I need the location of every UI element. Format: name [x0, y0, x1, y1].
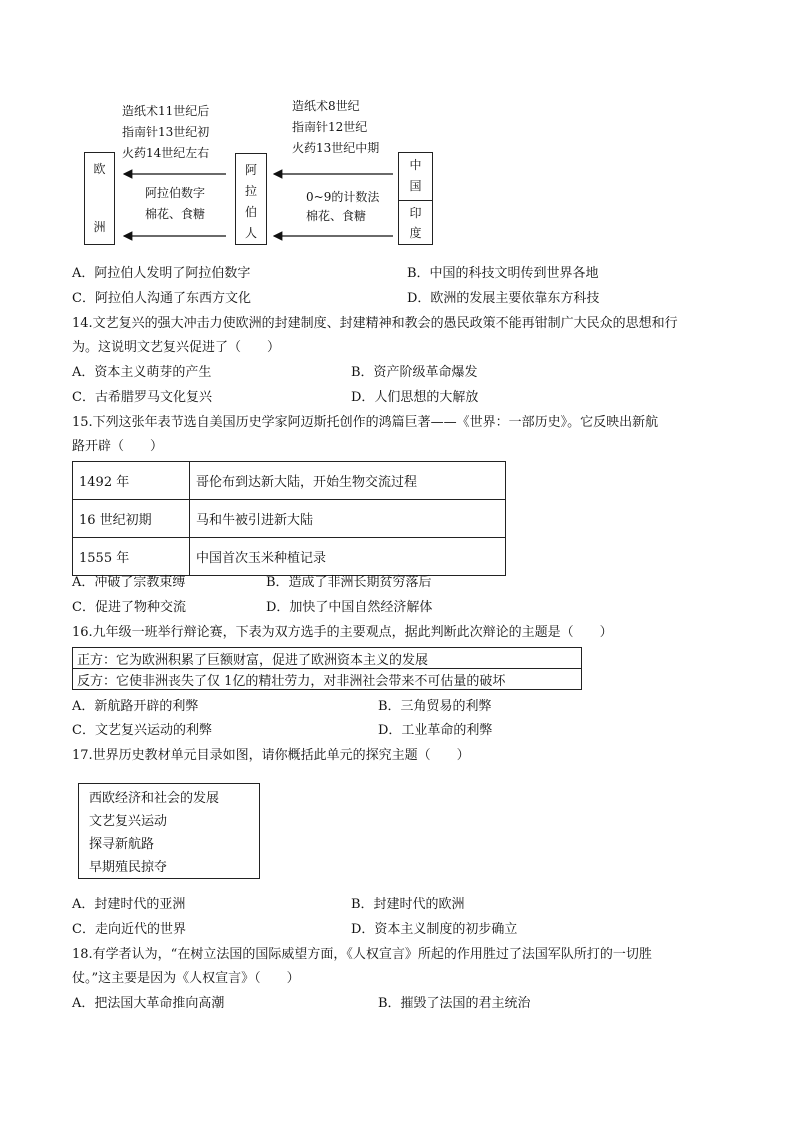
- europe-char-2: 洲: [93, 220, 106, 234]
- arab-char-4: 人: [244, 226, 257, 240]
- table-cell: 马和牛被引进新大陆: [190, 500, 506, 538]
- q16-table: [72, 647, 582, 690]
- left-note-3: 火药14世纪左右: [122, 146, 210, 160]
- q18-option-b: B．摧毁了法国的君主统治: [378, 996, 531, 1011]
- q15-stem-line1: 15.下列这张年表节选自美国历史学家阿迈斯托创作的鸿篇巨著——《世界：一部历史》。它反映出新航: [72, 415, 659, 430]
- table-row: [73, 669, 582, 690]
- q14-option-c: C．古希腊罗马文化复兴: [72, 390, 212, 405]
- arrow-left-label-1: 阿拉伯数字: [145, 186, 206, 200]
- arrows-svg: [0, 0, 794, 260]
- q14-option-a: A．资本主义萌芽的产生: [72, 365, 212, 380]
- q17-option-a: A．封建时代的亚洲: [72, 897, 186, 912]
- table-cell: 1492 年: [73, 462, 190, 500]
- q15-option-b: B．造成了非洲长期贫穷落后: [266, 575, 432, 590]
- table-cell: 中国首次玉米种植记录: [190, 538, 506, 576]
- catalog-item: 文艺复兴运动: [89, 814, 168, 829]
- arab-char-3: 伯: [244, 205, 257, 219]
- q18-stem-line1: 18.有学者认为，“在树立法国的国际威望方面，《人权宣言》所起的作用胜过了法国军队所打的一切胜: [72, 947, 652, 962]
- table-row: [73, 648, 582, 669]
- india-char-1: 印: [409, 206, 422, 220]
- catalog-item: 西欧经济和社会的发展: [89, 791, 220, 806]
- q15-option-c: C．促进了物种交流: [72, 600, 186, 615]
- table-cell: 1555 年: [73, 538, 190, 576]
- arab-char-1: 阿: [244, 163, 257, 177]
- q17-option-d: D．资本主义制度的初步确立: [351, 922, 518, 937]
- q17-stem: 17.世界历史教材单元目录如图，请你概括此单元的探究主题（ ）: [72, 748, 470, 763]
- right-note-2: 指南针12世纪: [292, 120, 368, 134]
- left-note-2: 指南针13世纪初: [122, 125, 210, 139]
- q16-stem: 16.九年级一班举行辩论赛，下表为双方选手的主要观点，据此判断此次辩论的主题是（ ）: [72, 625, 613, 640]
- q14-stem-line1: 14.文艺复兴的强大冲击力使欧洲的封建制度、封建精神和教会的愚民政策不能再钳制广大民众的思想和行: [72, 316, 678, 331]
- left-note-1: 造纸术11世纪后: [122, 104, 210, 118]
- right-note-3: 火药13世纪中期: [292, 141, 380, 155]
- table-row: [73, 538, 506, 576]
- q16-option-c: C．文艺复兴运动的利弊: [72, 723, 212, 738]
- arrow-left-label-2: 棉花、食糖: [145, 207, 206, 221]
- q16-option-a: A．新航路开辟的利弊: [72, 699, 199, 714]
- q13-option-b: B．中国的科技文明传到世界各地: [407, 266, 599, 281]
- table-row: [73, 500, 506, 538]
- q17-option-b: B．封建时代的欧洲: [351, 897, 465, 912]
- q13-option-c: C．阿拉伯人沟通了东西方文化: [72, 291, 251, 306]
- arab-char-2: 拉: [244, 184, 257, 198]
- q15-stem-line2: 路开辟（ ）: [72, 439, 164, 454]
- q17-option-c: C．走向近代的世界: [72, 922, 186, 937]
- q18-option-a: A．把法国大革命推向高潮: [72, 996, 225, 1011]
- q14-option-d: D．人们思想的大解放: [351, 390, 479, 405]
- right-note-1: 造纸术8世纪: [292, 99, 360, 113]
- q15-option-d: D．加快了中国自然经济解体: [266, 600, 433, 615]
- india-char-2: 度: [409, 226, 422, 240]
- catalog-item: 早期殖民掠夺: [89, 860, 168, 875]
- q15-option-a: A．冲破了宗教束缚: [72, 575, 186, 590]
- table-cell: 哥伦布到达新大陆，开始生物交流过程: [190, 462, 506, 500]
- table-cell: 反方：它使非洲丧失了仅 1亿的精壮劳力，对非洲社会带来不可估量的破坏: [73, 669, 582, 690]
- table-cell: 正方：它为欧洲积累了巨额财富，促进了欧洲资本主义的发展: [73, 648, 582, 669]
- arrow-right-label-2: 棉花、食糖: [306, 209, 367, 223]
- china-char-1: 中: [409, 158, 422, 172]
- q13-option-a: A．阿拉伯人发明了阿拉伯数字: [72, 266, 251, 281]
- q15-table: [72, 461, 506, 576]
- q14-stem-line2: 为。这说明文艺复兴促进了（ ）: [72, 340, 281, 355]
- q16-option-d: D．工业革命的利弊: [378, 723, 493, 738]
- table-cell: 16 世纪初期: [73, 500, 190, 538]
- europe-char-1: 欧: [93, 162, 106, 176]
- q13-option-d: D．欧洲的发展主要依靠东方科技: [407, 291, 600, 306]
- q18-stem-line2: 仗。”这主要是因为《人权宣言》（ ）: [72, 971, 300, 986]
- arrow-right-label-1: 0~9的计数法: [306, 190, 380, 204]
- china-char-2: 国: [409, 179, 422, 193]
- catalog-item: 探寻新航路: [89, 837, 155, 852]
- q14-option-b: B．资产阶级革命爆发: [351, 365, 478, 380]
- q17-catalog-box: [78, 783, 260, 879]
- q16-option-b: B．三角贸易的利弊: [378, 699, 492, 714]
- table-row: [73, 462, 506, 500]
